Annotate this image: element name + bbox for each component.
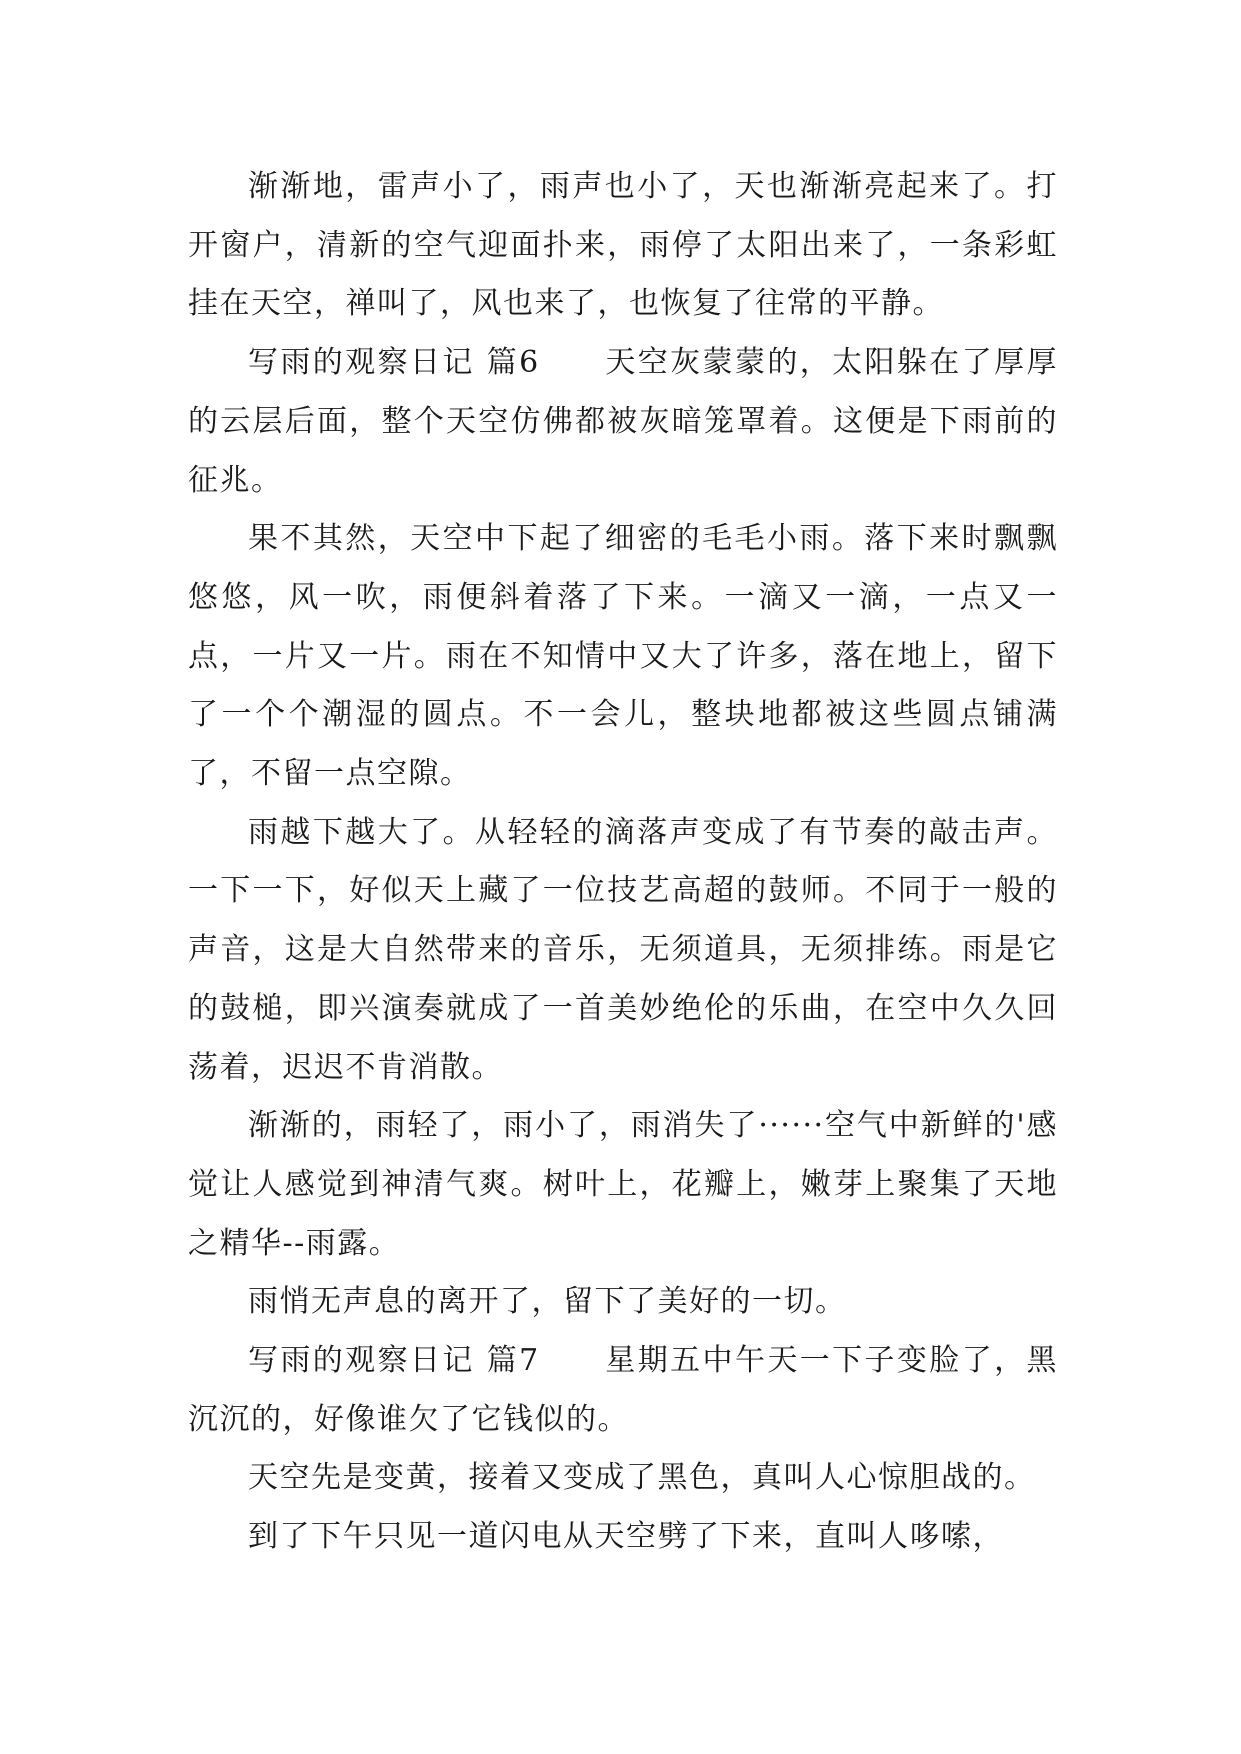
paragraph: 写雨的观察日记 篇6 天空灰蒙蒙的，太阳躲在了厚厚的云层后面，整个天空仿佛都被灰暗笼罩着。这便是下雨前的征兆。 <box>188 345 1058 498</box>
paragraph: 到了下午只见一道闪电从天空劈了下来，直叫人哆嗦， <box>248 1519 1004 1555</box>
paragraph: 果不其然，天空中下起了细密的毛毛小雨。落下来时飘飘悠悠，风一吹，雨便斜着落了下来。一滴又一滴，一点又一点，一片又一片。雨在不知情中又大了许多，落在地上，留下了一个个潮湿的圆点。不一会儿，整块地都被这些圆点铺满了，不留一点空隙。 <box>188 521 1058 792</box>
paragraph: 渐渐的，雨轻了，雨小了，雨消失了······空气中新鲜的'感觉让人感觉到神清气爽。树叶上，花瓣上，嫩芽上聚集了天地之精华--雨露。 <box>188 1108 1058 1261</box>
paragraph: 渐渐地，雷声小了，雨声也小了，天也渐渐亮起来了。打开窗户，清新的空气迎面扑来，雨停了太阳出来了，一条彩虹挂在天空，禅叫了，风也来了，也恢复了往常的平静。 <box>188 169 1058 322</box>
paragraph: 雨越下越大了。从轻轻的滴落声变成了有节奏的敲击声。一下一下，好似天上藏了一位技艺高超的鼓师。不同于一般的声音，这是大自然带来的音乐，无须道具，无须排练。雨是它的鼓槌，即兴演奏就成了一首美妙绝伦的乐曲，在空中久久回荡着，迟迟不肯消散。 <box>188 814 1058 1085</box>
document-page <box>188 158 1058 1567</box>
paragraph: 雨悄无声息的离开了，留下了美好的一切。 <box>248 1284 847 1320</box>
paragraph: 写雨的观察日记 篇7 星期五中午天一下子变脸了，黑沉沉的，好像谁欠了它钱似的。 <box>188 1343 1058 1437</box>
paragraph: 天空先是变黄，接着又变成了黑色，真叫人心惊胆战的。 <box>248 1460 1036 1496</box>
